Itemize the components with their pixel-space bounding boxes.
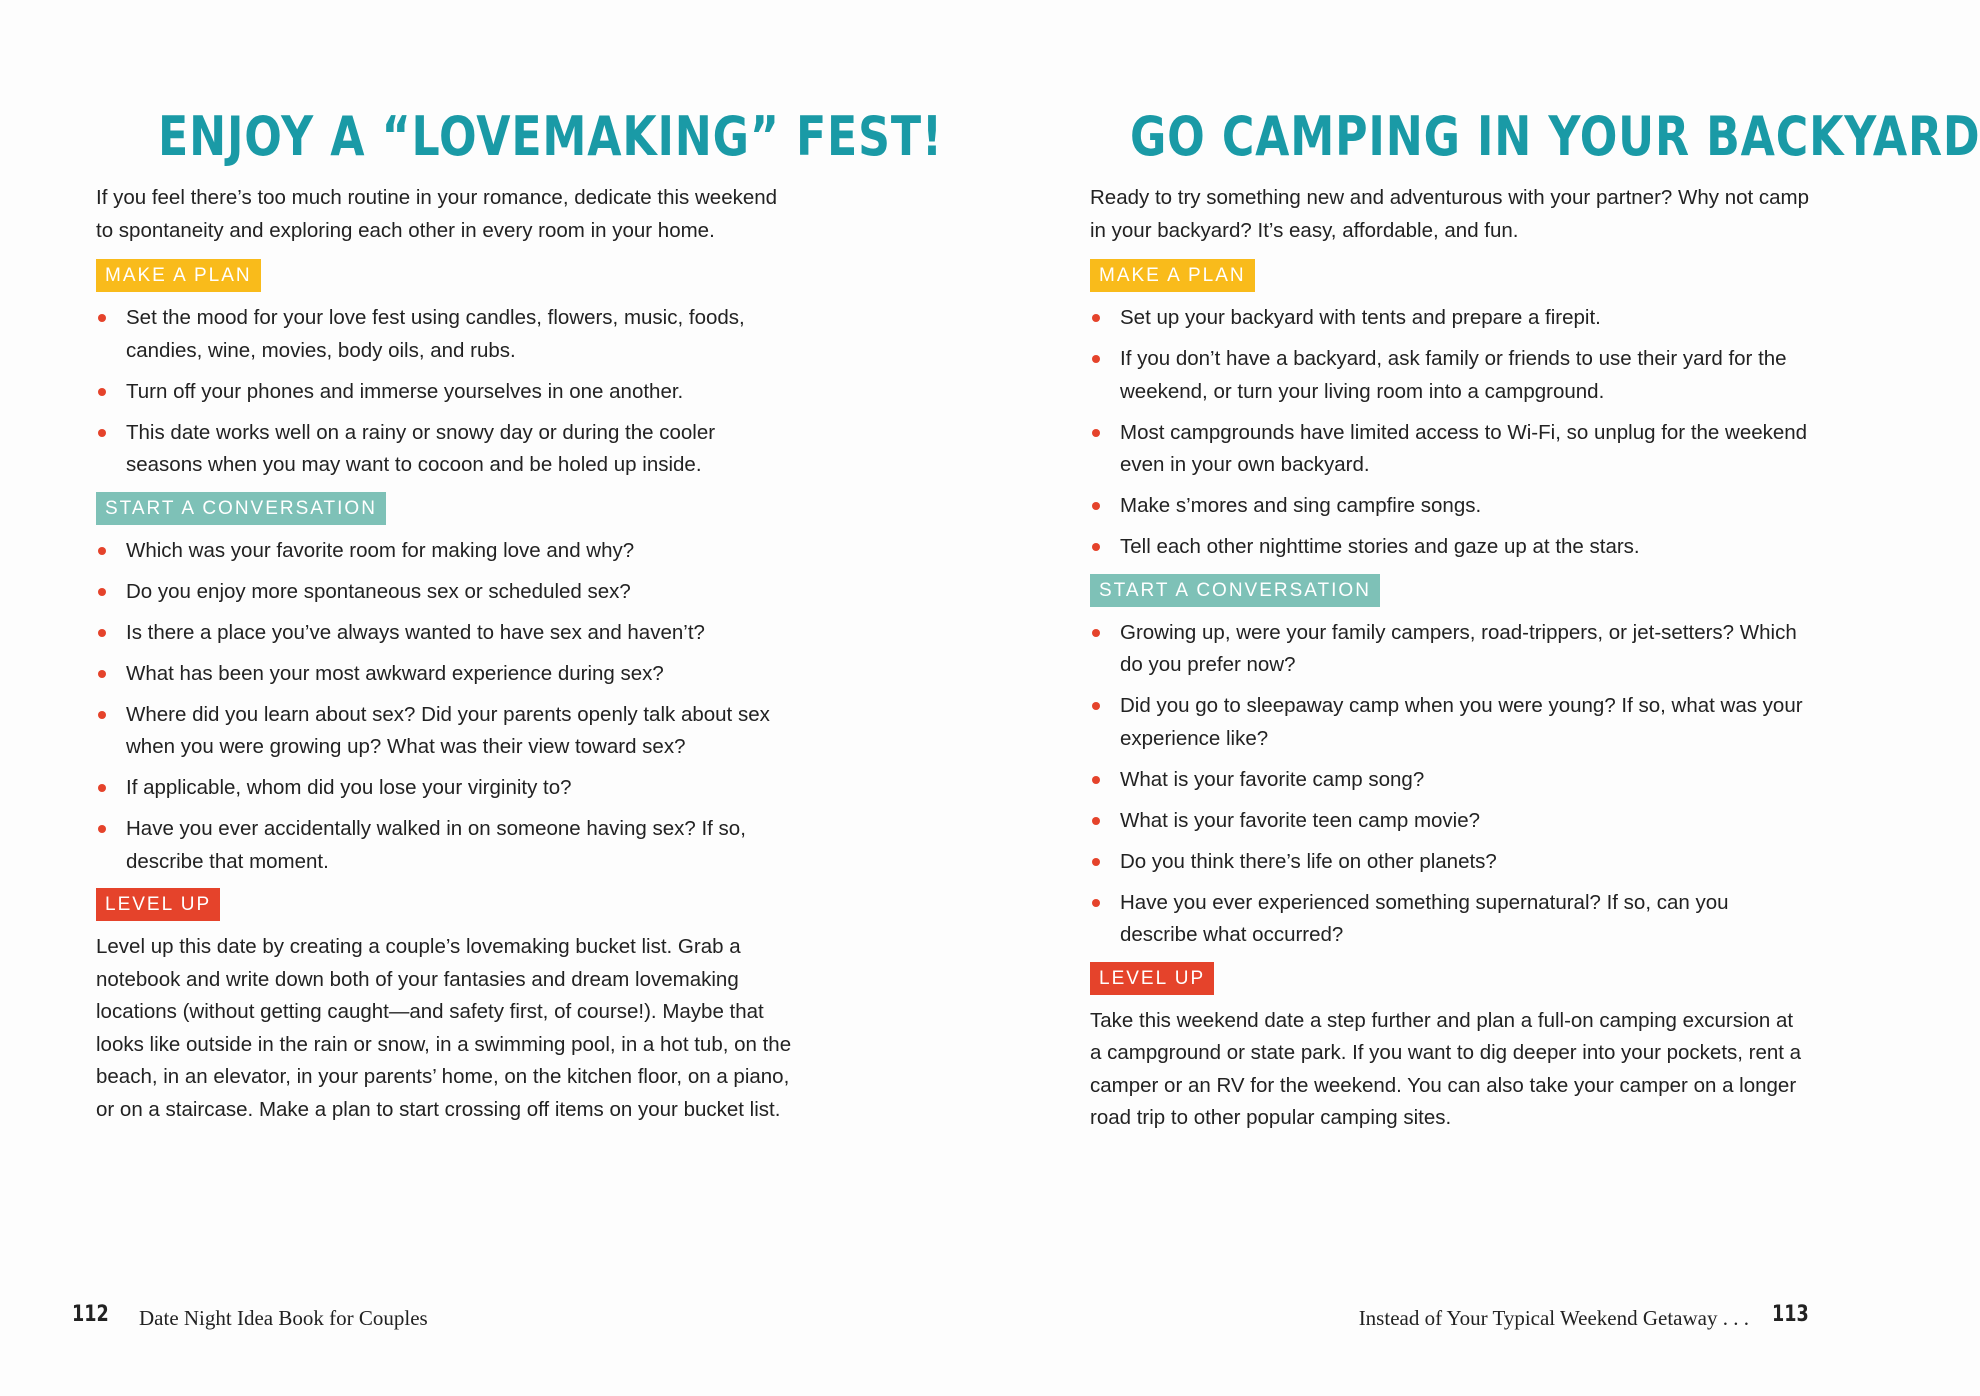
list-item: This date works well on a rainy or snowy day or during the cooler seasons when you may want to cocoon and be holed up inside. <box>96 417 796 482</box>
list-item: Tell each other nighttime stories and gaze up at the stars. <box>1090 531 1810 564</box>
list-item: What is your favorite camp song? <box>1090 764 1810 797</box>
list-item: Set up your backyard with tents and prepare a firepit. <box>1090 302 1810 335</box>
list-item: Do you enjoy more spontaneous sex or scheduled sex? <box>96 576 796 609</box>
right-page <box>931 0 1980 1396</box>
plan-list <box>1090 302 1810 564</box>
intro-paragraph: If you feel there’s too much routine in your romance, dedicate this weekend to spontaneity and exploring each other in every room in your home. <box>96 186 778 242</box>
page-title: ENJOY A “LOVEMAKING” FEST! <box>158 105 943 168</box>
list-item: Where did you learn about sex? Did your parents openly talk about sex when you were growing up? What was their view toward sex? <box>96 699 796 764</box>
page-content <box>96 182 796 1126</box>
list-item: Which was your favorite room for making love and why? <box>96 535 796 568</box>
running-footer: Instead of Your Typical Weekend Getaway . . . <box>1358 1306 1749 1330</box>
list-item: What is your favorite teen camp movie? <box>1090 805 1810 838</box>
intro-paragraph: Ready to try something new and adventurous with your partner? Why not camp in your backyard? It’s easy, affordable, and fun. <box>1090 186 1810 242</box>
make-a-plan-badge: MAKE A PLAN <box>1090 259 1255 292</box>
page-number: 112 <box>72 1302 109 1327</box>
list-item: If you don’t have a backyard, ask family or friends to use their yard for the weekend, or turn your living room into a campground. <box>1090 343 1810 408</box>
page-title: GO CAMPING IN YOUR BACKYARD <box>1130 105 1980 168</box>
plan-list <box>96 302 796 482</box>
list-item: What has been your most awkward experience during sex? <box>96 658 796 691</box>
level-up-paragraph: Take this weekend date a step further and plan a full-on camping excursion at a campground or state park. If you want to dig deeper into your pockets, rent a camper or an RV for the weekend. You can also take your camper on a longer road trip to other popular camping sites. <box>1090 1008 1802 1129</box>
list-item: If applicable, whom did you lose your virginity to? <box>96 772 796 805</box>
list-item: Did you go to sleepaway camp when you were young? If so, what was your experience like? <box>1090 690 1810 755</box>
list-item: Have you ever accidentally walked in on someone having sex? If so, describe that moment. <box>96 813 796 878</box>
list-item: Have you ever experienced something supernatural? If so, can you describe what occurred? <box>1090 887 1810 952</box>
page-number: 113 <box>1772 1302 1809 1327</box>
conversation-list <box>96 535 796 879</box>
level-up-badge: LEVEL UP <box>1090 962 1214 995</box>
list-item: Do you think there’s life on other planets? <box>1090 846 1810 879</box>
list-item: Turn off your phones and immerse yourselves in one another. <box>96 376 796 409</box>
list-item: Most campgrounds have limited access to Wi-Fi, so unplug for the weekend even in your own backyard. <box>1090 417 1810 482</box>
running-footer: Date Night Idea Book for Couples <box>139 1306 428 1330</box>
list-item: Set the mood for your love fest using candles, flowers, music, foods, candies, wine, movies, body oils, and rubs. <box>96 302 796 367</box>
level-up-badge: LEVEL UP <box>96 888 220 921</box>
page-content <box>1090 182 1810 1135</box>
start-a-conversation-badge: START A CONVERSATION <box>1090 574 1380 607</box>
level-up-paragraph: Level up this date by creating a couple’s lovemaking bucket list. Grab a notebook and write down both of your fantasies and dream lovemaking locations (without getting caught—and safety first, of course!). Maybe that looks like outside in the rain or snow, in a swimming pool, in a hot tub, on the beach, in an elevator, in your parents’ home, on the kitchen floor, on a piano, or on a staircase. Make a plan to start crossing off items on your bucket list. <box>96 935 792 1121</box>
make-a-plan-badge: MAKE A PLAN <box>96 259 261 292</box>
left-page <box>0 0 943 1396</box>
conversation-list <box>1090 617 1810 952</box>
list-item: Growing up, were your family campers, road-trippers, or jet-setters? Which do you prefer now? <box>1090 617 1810 682</box>
list-item: Is there a place you’ve always wanted to have sex and haven’t? <box>96 617 796 650</box>
start-a-conversation-badge: START A CONVERSATION <box>96 492 386 525</box>
list-item: Make s’mores and sing campfire songs. <box>1090 490 1810 523</box>
